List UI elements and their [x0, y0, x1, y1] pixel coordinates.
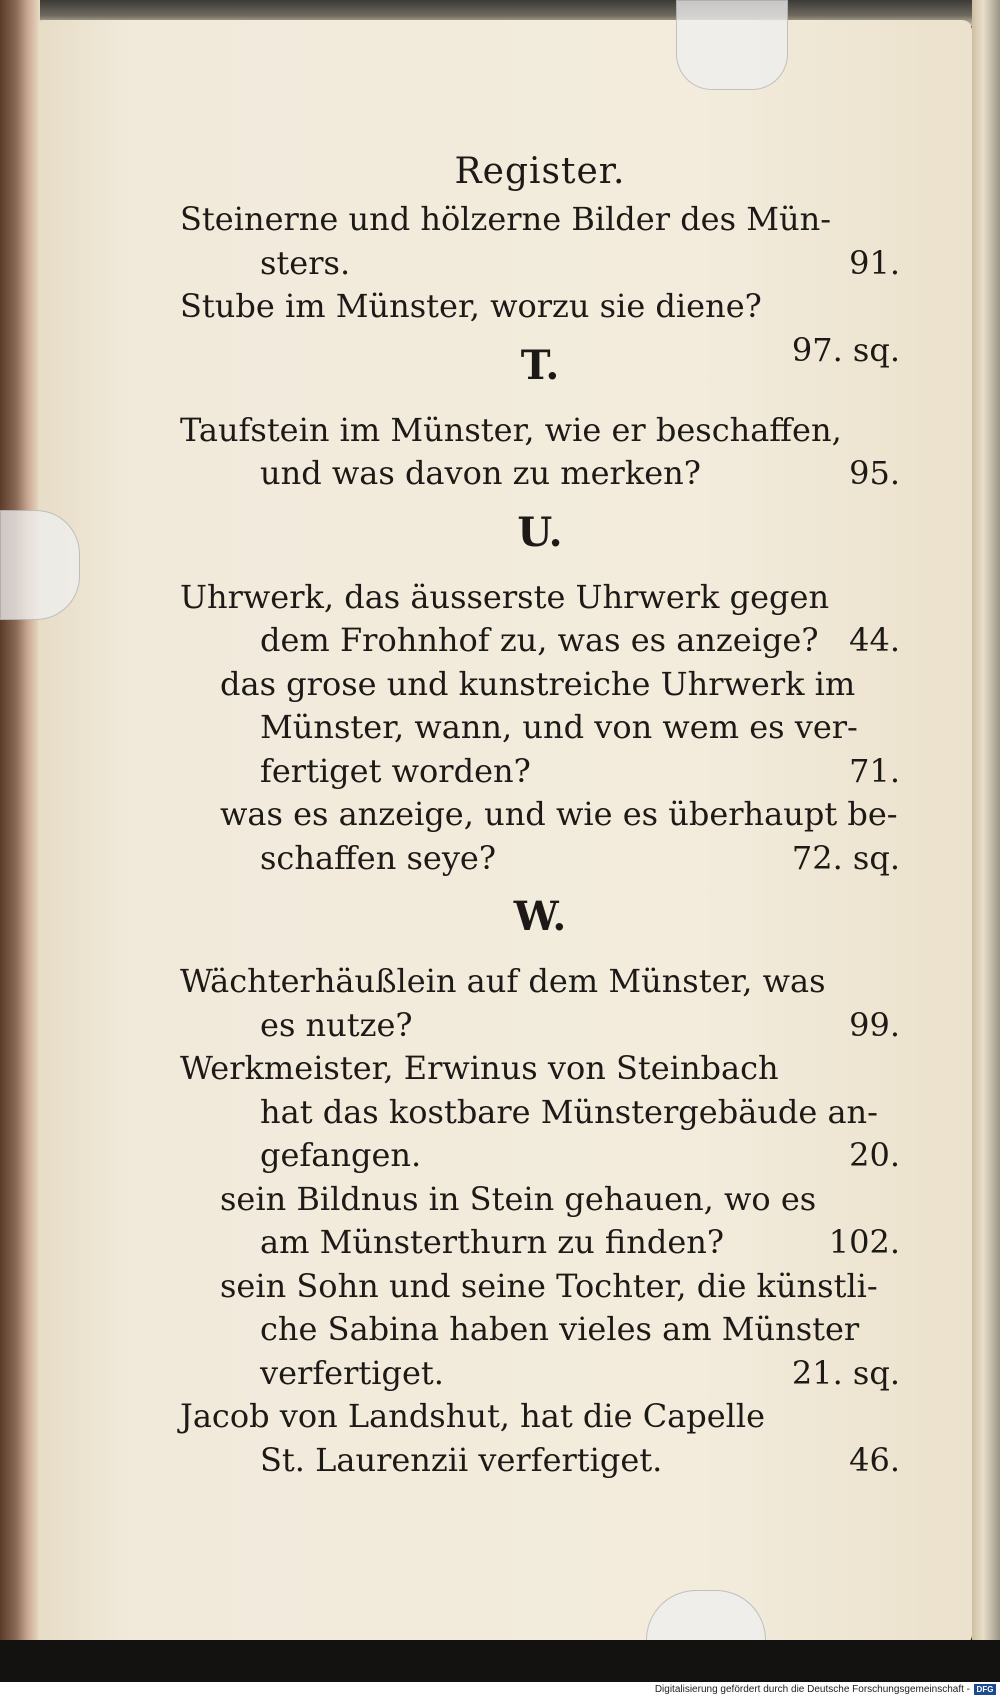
page-number: 99. [849, 1005, 900, 1044]
entry-line: am Münsterthurn zu finden? 102. [180, 1221, 900, 1265]
page-number: 97. sq. [791, 330, 900, 369]
entry-line: Wächterhäußlein auf dem Münster, was [180, 962, 826, 1000]
page-number: 91. [849, 243, 900, 282]
page-number: 46. [849, 1440, 900, 1479]
page-number: 102. [828, 1223, 900, 1261]
entry-line: Uhrwerk, das äusserste Uhrwerk gegen [180, 577, 830, 616]
entry-line: sein Sohn und seine Tochter, die künstli- [220, 1266, 878, 1305]
book-left-edge [0, 0, 40, 1640]
page-number: 71. [849, 751, 900, 790]
entry-line: es nutze? 99. [180, 1004, 900, 1048]
entry-line: hat das kostbare Münstergebäude an- [260, 1092, 878, 1131]
section-letter-t: T. [520, 341, 560, 389]
entry-line: und was davon zu merken? 95. [180, 452, 900, 496]
entry-line: sein Bildnus in Stein gehauen, wo es [220, 1179, 817, 1218]
credit-strip [0, 1682, 1000, 1697]
entry-line: Jacob von Landshut, hat die Capelle [180, 1397, 766, 1435]
section-letter-w: W. [513, 893, 567, 940]
page-number: 72. sq. [791, 838, 900, 877]
entry-block-w [180, 960, 900, 1482]
entry-line: che Sabina haben vieles am Münster [260, 1310, 860, 1348]
entry-line: Münster, wann, und von wem es ver- [260, 708, 858, 746]
page-number: 21. sq. [791, 1353, 900, 1392]
entry-line: schaffen seye? 72. sq. [180, 837, 900, 881]
register-text [180, 150, 900, 1482]
entry-line: was es anzeige, und wie es überhaupt be- [220, 795, 898, 833]
page-holder-clip-top [676, 0, 788, 90]
page-number: 44. [849, 621, 900, 659]
book-right-edge [972, 0, 1000, 1640]
entry-line: verfertiget. 21. sq. [180, 1352, 900, 1396]
entry-line: sters. 91. [180, 242, 900, 286]
page-holder-clip-left [0, 510, 80, 620]
section-letter-u: U. [517, 508, 563, 556]
entry-line: Steinerne und hölzerne Bilder des Mün- [180, 200, 831, 238]
entry-line: Werkmeister, Erwinus von Steinbach [180, 1049, 779, 1087]
entry-block-s [180, 198, 900, 369]
entry-line: St. Laurenzii verfertiget. 46. [180, 1439, 900, 1483]
entry-line: fertiget worden? 71. [180, 750, 900, 794]
page-number: 95. [849, 454, 900, 492]
dfg-logo: DFG [974, 1684, 996, 1695]
entry-block-u [180, 576, 900, 881]
entry-block-t [180, 409, 900, 496]
digitization-credit: Digitalisierung gefördert durch die Deutsche Forschungsgemeinschaft - [654, 1684, 970, 1695]
entry-line: das grose und kunstreiche Uhrwerk im [220, 664, 856, 703]
entry-line: gefangen. 20. [180, 1134, 900, 1178]
scan-bottom-bar [0, 1640, 1000, 1682]
entry-line: Stube im Münster, worzu sie diene? [180, 287, 762, 325]
page-header: Register. [454, 151, 626, 192]
entry-line: Taufstein im Münster, wie er beschaffen, [180, 410, 842, 449]
page-number: 20. [849, 1136, 900, 1174]
entry-line: dem Frohnhof zu, was es anzeige? 44. [180, 619, 900, 663]
